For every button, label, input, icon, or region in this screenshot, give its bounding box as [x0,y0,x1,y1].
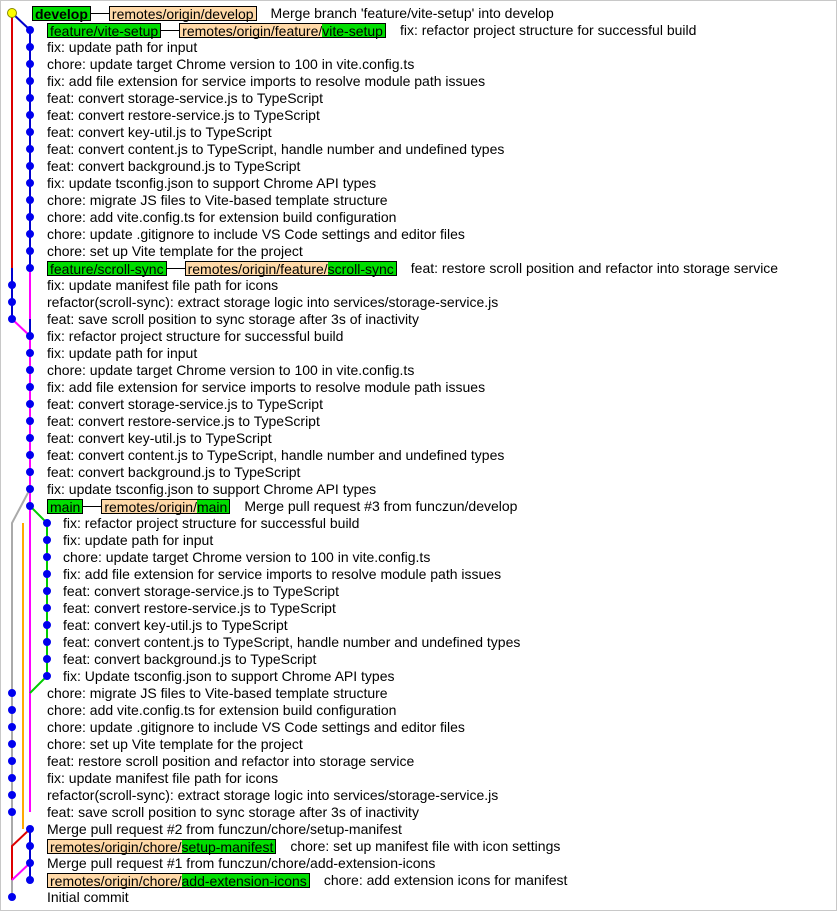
commit-message: fix: update tsconfig.json to support Chrome API types [47,481,377,497]
remote-branch-label[interactable] [109,6,257,21]
commit-message: Merge pull request #1 from funczun/chore/add-extension-icons [47,855,436,871]
commit-row[interactable] [63,515,359,532]
remote-branch-label[interactable] [185,261,397,276]
commit-message: fix: refactor project structure for successful build [47,328,344,344]
commit-message: Merge pull request #3 from funczun/develop [244,498,518,514]
commit-message: feat: convert background.js to TypeScript [47,158,301,174]
commit-row[interactable] [47,770,278,787]
commit-row[interactable] [47,158,300,175]
local-branch-label[interactable] [47,23,161,38]
branch-name: feature/vite-setup [50,23,159,39]
commit-row[interactable] [47,872,567,889]
commit-message: feat: convert content.js to TypeScript, handle number and undefined types [47,141,505,157]
commit-row[interactable] [47,685,388,702]
commit-row[interactable] [47,498,517,515]
commit-message: feat: convert restore-service.js to TypeScript [47,413,320,429]
remote-branch-name: main [196,499,228,515]
commit-row[interactable] [63,600,336,617]
commit-row[interactable] [47,889,129,906]
remote-prefix: remotes/origin/chore/ [50,873,182,889]
commit-row[interactable] [47,22,696,39]
ref-connector [83,506,101,508]
remote-prefix: remotes/origin/feature/ [187,261,328,277]
commit-message: Merge pull request #2 from funczun/chore/setup-manifest [47,821,402,837]
local-branch-label[interactable] [47,261,167,276]
commit-row[interactable] [47,124,272,141]
commit-message: fix: add file extension for service imports to resolve module path issues [63,566,502,582]
commit-row[interactable] [47,719,465,736]
remote-branch-name: develop [204,6,254,22]
commit-message: feat: restore scroll position and refactor into storage service [47,753,415,769]
branch-name: develop [35,6,88,22]
commit-row[interactable] [47,277,278,294]
commit-row[interactable] [47,107,320,124]
commit-message: fix: update path for input [47,39,198,55]
local-branch-label[interactable] [47,499,83,514]
commit-message: chore: add vite.config.ts for extension build configuration [47,209,397,225]
commit-message: fix: update manifest file path for icons [47,277,279,293]
commit-row[interactable] [63,566,501,583]
commit-message: chore: set up manifest file with icon settings [290,838,561,854]
commit-row[interactable] [47,447,504,464]
commit-row[interactable] [63,668,395,685]
commit-message: refactor(scroll-sync): extract storage logic into services/storage-service.js [47,787,499,803]
commit-row[interactable] [63,634,520,651]
commit-row[interactable] [47,39,197,56]
commit-row[interactable] [47,481,376,498]
commit-row[interactable] [47,821,402,838]
remote-branch-label[interactable] [47,873,310,888]
commit-message: feat: save scroll position to sync storage after 3s of inactivity [47,311,419,327]
commit-message: feat: convert storage-service.js to TypeScript [47,90,323,106]
commit-message: feat: convert background.js to TypeScript [47,464,301,480]
commit-message: chore: update target Chrome version to 100 in vite.config.ts [47,56,415,72]
remote-branch-name: add-extension-icons [181,873,307,889]
commit-row[interactable] [47,73,485,90]
commit-message: chore: add extension icons for manifest [323,872,568,888]
ref-connector [161,30,179,32]
commit-message: feat: convert restore-service.js to TypeScript [47,107,320,123]
commit-message: fix: update path for input [47,345,198,361]
commit-row[interactable] [63,532,213,549]
remote-prefix: remotes/origin/ [111,6,205,22]
commit-message: feat: restore scroll position and refactor into storage service [410,260,779,276]
commit-row[interactable] [47,787,498,804]
commit-row[interactable] [47,328,343,345]
commit-row[interactable] [47,753,414,770]
commit-message: feat: save scroll position to sync storage after 3s of inactivity [47,804,419,820]
commit-row[interactable] [47,141,504,158]
commit-message: feat: convert key-util.js to TypeScript [47,430,272,446]
branch-name: main [50,499,81,515]
commit-message: feat: convert restore-service.js to TypeScript [63,600,336,616]
commit-row[interactable] [47,192,388,209]
commit-row[interactable] [47,413,320,430]
commit-row[interactable] [47,838,560,855]
commit-row[interactable] [47,702,396,719]
commit-row[interactable] [63,651,316,668]
commit-row[interactable] [32,5,554,22]
commit-row[interactable] [47,362,414,379]
head-branch-label[interactable] [32,6,91,21]
remote-branch-name: vite-setup [322,23,383,39]
commit-row[interactable] [47,294,498,311]
commit-message: feat: convert background.js to TypeScript [63,651,317,667]
commit-row[interactable] [47,209,396,226]
commit-row[interactable] [47,736,303,753]
commit-row[interactable] [47,226,465,243]
commit-message: Initial commit [47,889,129,905]
commit-row[interactable] [47,430,272,447]
commit-row[interactable] [47,464,300,481]
commit-message: chore: migrate JS files to Vite-based template structure [47,685,388,701]
ref-connector [91,13,109,15]
commit-row[interactable] [47,396,323,413]
commit-message: fix: update manifest file path for icons [47,770,279,786]
commit-row[interactable] [47,345,197,362]
remote-branch-label[interactable] [101,499,230,514]
remote-prefix: remotes/origin/feature/ [182,23,323,39]
commit-message: fix: refactor project structure for successful build [63,515,360,531]
commit-message: fix: update path for input [63,532,214,548]
commit-message: feat: convert key-util.js to TypeScript [47,124,272,140]
commit-row[interactable] [63,583,339,600]
remote-branch-name: setup-manifest [181,839,274,855]
commit-message: chore: add vite.config.ts for extension build configuration [47,702,397,718]
commit-message: feat: convert content.js to TypeScript, handle number and undefined types [63,634,521,650]
commit-row[interactable] [47,311,419,328]
commit-message: fix: add file extension for service imports to resolve module path issues [47,379,486,395]
commit-message: chore: update target Chrome version to 100 in vite.config.ts [63,549,431,565]
ref-connector [167,268,185,270]
commit-message: feat: convert storage-service.js to TypeScript [63,583,339,599]
commit-message: fix: add file extension for service imports to resolve module path issues [47,73,486,89]
commit-message: feat: convert key-util.js to TypeScript [63,617,288,633]
remote-prefix: remotes/origin/ [104,499,197,515]
commit-message: chore: update target Chrome version to 100 in vite.config.ts [47,362,415,378]
commit-message: chore: migrate JS files to Vite-based template structure [47,192,388,208]
commit-row[interactable] [47,90,323,107]
branch-name: feature/scroll-sync [50,261,164,277]
commit-row[interactable] [63,549,430,566]
commit-message: Merge branch 'feature/vite-setup' into develop [270,5,554,21]
commit-message: refactor(scroll-sync): extract storage logic into services/storage-service.js [47,294,499,310]
remote-branch-label[interactable] [179,23,386,38]
commit-message: fix: refactor project structure for successful build [399,22,697,38]
commit-message: chore: set up Vite template for the project [47,243,303,259]
commit-message: feat: convert storage-service.js to TypeScript [47,396,323,412]
commit-message: fix: update tsconfig.json to support Chrome API types [47,175,377,191]
commit-row[interactable] [47,260,778,277]
commit-message: chore: update .gitignore to include VS Code settings and editor files [47,719,465,735]
commit-message: chore: update .gitignore to include VS Code settings and editor files [47,226,465,242]
commit-row[interactable] [47,804,419,821]
commit-row[interactable] [47,379,485,396]
remote-prefix: remotes/origin/chore/ [50,839,182,855]
commit-row[interactable] [47,56,414,73]
commit-row[interactable] [47,175,376,192]
commit-message: fix: Update tsconfig.json to support Chrome API types [63,668,395,684]
commit-row[interactable] [63,617,288,634]
remote-branch-label[interactable] [47,839,276,854]
remote-branch-name: scroll-sync [327,261,394,277]
commit-row[interactable] [47,855,435,872]
commit-message: feat: convert content.js to TypeScript, handle number and undefined types [47,447,505,463]
commit-message: chore: set up Vite template for the project [47,736,303,752]
commit-row[interactable] [47,243,303,260]
